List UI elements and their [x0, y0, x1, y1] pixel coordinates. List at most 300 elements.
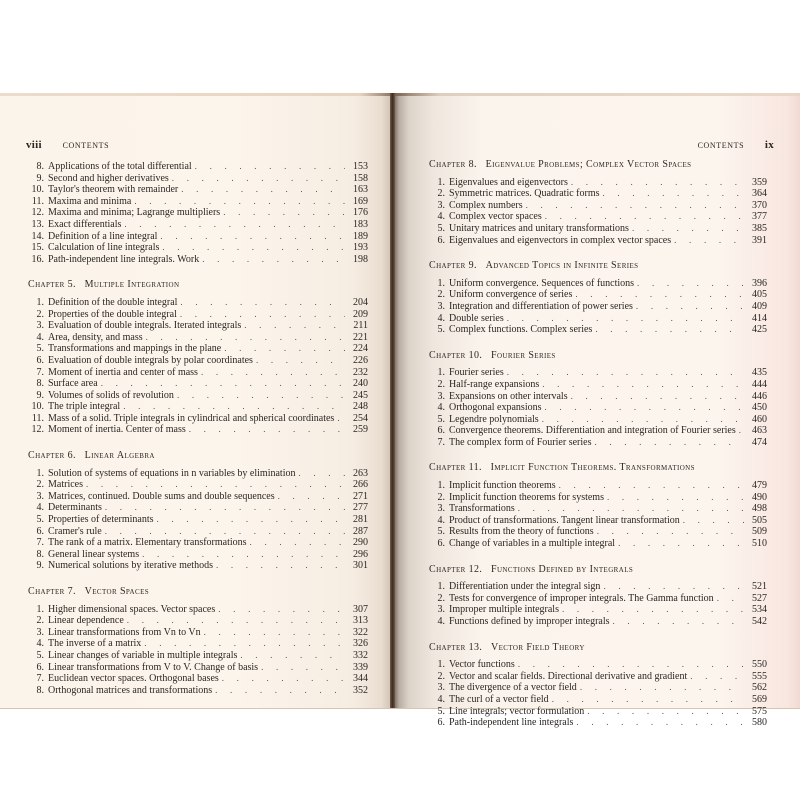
section-number: 9.: [36, 389, 44, 401]
running-head-title: CONTENTS: [62, 141, 110, 150]
page-ref: 221: [353, 331, 368, 343]
toc-entry-list: [429, 581, 767, 627]
chapter-section: [28, 279, 368, 436]
chapter-title: Implicit Function Theorems. Transformations: [490, 462, 695, 474]
dot-leader: [261, 662, 345, 674]
section-number: 3.: [36, 626, 44, 638]
section-number: 5.: [437, 413, 445, 425]
section-number: 2.: [437, 289, 445, 301]
page-ref: 211: [353, 320, 368, 332]
chapter-section: [429, 350, 767, 449]
toc-entry: [28, 219, 368, 231]
dot-leader: [580, 682, 744, 694]
section-number: 16.: [31, 253, 44, 265]
chapter-section: [28, 586, 368, 696]
section-number: 1.: [437, 367, 445, 379]
toc-entry: [28, 549, 368, 561]
section-number: 5.: [437, 222, 445, 234]
dot-leader: [278, 491, 345, 503]
dot-leader: [571, 391, 744, 403]
toc-entry: [28, 662, 368, 674]
section-number: 4.: [437, 312, 445, 324]
left-running-head: [26, 139, 109, 151]
dot-leader: [86, 479, 345, 491]
dot-leader: [218, 604, 345, 616]
section-number: 1.: [437, 659, 445, 671]
toc-entry: [28, 627, 368, 639]
section-number: 2.: [437, 188, 445, 200]
toc-entry: [28, 332, 368, 344]
section-number: 6.: [36, 354, 44, 366]
dot-leader: [181, 184, 345, 196]
chapter-title: Linear Algebra: [84, 450, 155, 462]
dot-leader: [240, 650, 345, 662]
section-number: 2.: [437, 592, 445, 604]
page-number: ix: [764, 139, 774, 151]
toc-entry: [28, 604, 368, 616]
section-title: Vector functions: [449, 659, 515, 671]
dot-leader: [545, 402, 745, 414]
dot-leader: [683, 515, 744, 527]
toc-entry: [429, 616, 767, 628]
page-ref: 290: [353, 537, 368, 549]
section-title: Transformations: [449, 503, 515, 515]
toc-right: [429, 159, 767, 743]
section-title: Area, density, and mass: [48, 331, 143, 343]
right-running-head: [698, 139, 774, 151]
toc-entry: [429, 313, 767, 325]
chapter-title: Vector Spaces: [84, 586, 150, 597]
dot-leader: [613, 616, 744, 628]
toc-entry: [28, 254, 368, 266]
page-ref: 277: [353, 502, 368, 514]
page-ref: 509: [752, 526, 767, 538]
section-number: 4.: [437, 402, 445, 414]
toc-entry: [28, 355, 368, 367]
section-title: Implicit function theorems for systems: [449, 491, 604, 503]
dot-leader: [223, 207, 345, 219]
toc-entry-list: [429, 177, 767, 247]
section-title: Mass of a solid. Triple integrals in cylindrical and spherical coordinates: [48, 412, 335, 424]
left-page: [0, 93, 393, 709]
chapter-label: Chapter 13.: [429, 641, 483, 653]
section-number: 7.: [36, 673, 44, 685]
page-ref: 266: [353, 479, 368, 491]
dot-leader: [177, 390, 345, 402]
section-title: Tests for convergence of improper integrals. The Gamma function: [449, 592, 714, 604]
toc-entry-list: [28, 161, 368, 265]
page-ref: 313: [353, 615, 368, 627]
toc-entry: [28, 309, 368, 321]
book-spread: [0, 93, 800, 729]
dot-leader: [144, 638, 345, 650]
toc-entry: [28, 297, 368, 309]
section-title: Expansions on other intervals: [449, 390, 568, 402]
page-ref: 479: [752, 480, 767, 492]
dot-leader: [518, 659, 744, 671]
page-ref: 163: [353, 184, 368, 196]
dot-leader: [603, 581, 744, 593]
dot-leader: [542, 379, 744, 391]
section-title: Linear transformations from V to V. Change of basis: [48, 661, 259, 673]
toc-entry: [429, 414, 767, 426]
page-ref: 474: [752, 436, 767, 448]
chapter-heading: [429, 260, 767, 272]
page-ref: 542: [752, 616, 767, 627]
toc-entry: [28, 685, 368, 697]
toc-entry: [429, 211, 767, 223]
dot-leader: [594, 437, 744, 449]
dot-leader: [146, 332, 345, 344]
section-title: Path-independent line integrals. Work: [48, 253, 200, 265]
dot-leader: [162, 242, 345, 254]
section-number: 13.: [31, 218, 44, 230]
section-title: Properties of determinants: [48, 514, 154, 526]
section-number: 1.: [36, 296, 44, 308]
toc-entry-list: [429, 659, 767, 729]
section-number: 14.: [31, 230, 44, 242]
toc-entry: [429, 402, 767, 414]
page-number: viii: [26, 139, 42, 151]
dot-leader: [552, 694, 744, 706]
dot-leader: [507, 313, 744, 325]
dot-leader: [180, 309, 345, 321]
section-title: The rank of a matrix. Elementary transformations: [48, 537, 247, 549]
chapter-section: [429, 260, 767, 336]
toc-entry: [429, 324, 767, 336]
dot-leader: [717, 593, 744, 605]
section-number: 3.: [437, 390, 445, 402]
dot-leader: [603, 188, 744, 200]
chapter-heading: [28, 279, 368, 291]
toc-entry: [28, 184, 368, 196]
toc-entry: [429, 694, 767, 706]
toc-entry: [28, 424, 368, 436]
page-ref: 287: [353, 525, 368, 537]
toc-entry: [28, 320, 368, 332]
page-ref: 271: [353, 490, 368, 502]
section-number: 4.: [36, 638, 44, 650]
section-title: Definition of a line integral: [48, 230, 158, 242]
section-title: Results from the theory of functions: [449, 526, 594, 538]
chapter-title: Advanced Topics in Infinite Series: [485, 260, 639, 272]
chapter-section: [429, 462, 767, 549]
right-page: [393, 93, 800, 729]
toc-entry: [28, 367, 368, 379]
section-number: 12.: [31, 207, 44, 219]
section-title: Linear dependence: [48, 615, 124, 627]
section-title: Definition of the double integral: [48, 296, 178, 308]
page-ref: 444: [752, 378, 767, 390]
page-ref: 322: [353, 626, 368, 638]
section-number: 15.: [31, 242, 44, 254]
dot-leader: [215, 685, 345, 697]
toc-entry-list: [28, 604, 368, 697]
section-title: Convergence theorems. Differentiation and integration of Fourier series: [449, 425, 736, 437]
page-ref: 224: [353, 343, 368, 355]
page-ref: 158: [353, 172, 368, 184]
toc-entry: [429, 235, 767, 247]
section-number: 4.: [437, 693, 445, 705]
section-title: Determinants: [48, 502, 102, 514]
toc-entry: [429, 503, 767, 515]
page-ref: 307: [353, 603, 368, 615]
chapter-heading: [429, 564, 767, 576]
dot-leader: [222, 673, 345, 685]
page-ref: 281: [353, 514, 368, 526]
dot-leader: [189, 424, 345, 436]
dot-leader: [172, 173, 345, 185]
section-title: Higher dimensional spaces. Vector spaces: [48, 603, 216, 615]
toc-entry: [429, 706, 767, 718]
section-number: 2.: [437, 491, 445, 503]
dot-leader: [101, 378, 345, 390]
dot-leader: [105, 526, 345, 538]
toc-entry: [28, 401, 368, 413]
running-head-title: CONTENTS: [697, 141, 745, 150]
chapter-heading: [429, 159, 767, 171]
chapter-label: Chapter 5.: [28, 279, 76, 291]
section-title: Evaluation of double integrals. Iterated integrals: [48, 320, 242, 332]
section-title: Implicit function theorems: [449, 480, 556, 492]
section-number: 4.: [36, 331, 44, 343]
section-number: 3.: [437, 604, 445, 616]
section-number: 3.: [437, 300, 445, 312]
page-ref: 254: [353, 412, 368, 424]
dot-leader: [526, 200, 744, 212]
section-title: Matrices: [48, 479, 83, 491]
section-title: Maxima and minima: [48, 195, 132, 207]
page-ref: 263: [353, 467, 368, 479]
page-ref: 446: [752, 390, 767, 402]
dot-leader: [597, 526, 744, 538]
chapter-title: Vector Field Theory: [491, 641, 585, 653]
section-title: Symmetric matrices. Quadratic forms: [449, 188, 600, 200]
dot-leader: [576, 717, 744, 729]
toc-entry: [429, 538, 767, 550]
dot-leader: [636, 301, 744, 313]
section-number: 1.: [437, 581, 445, 593]
section-title: Fourier series: [449, 367, 504, 379]
dot-leader: [180, 297, 345, 309]
dot-leader: [124, 219, 345, 231]
section-title: Linear transformations from Vn to Vn: [48, 626, 201, 638]
page-ref: 414: [752, 312, 767, 324]
section-number: 5.: [36, 649, 44, 661]
dot-leader: [674, 235, 744, 247]
dot-leader: [607, 492, 744, 504]
section-title: Unitary matrices and unitary transformations: [449, 222, 629, 234]
toc-entry: [429, 188, 767, 200]
section-number: 4.: [437, 211, 445, 223]
section-title: Double series: [449, 312, 504, 324]
toc-entry: [28, 479, 368, 491]
dot-leader: [224, 343, 345, 355]
chapter-heading: [28, 586, 368, 598]
toc-entry: [429, 177, 767, 189]
toc-entry-list: [429, 480, 767, 550]
dot-leader: [298, 468, 345, 480]
page-ref: 193: [353, 242, 368, 254]
toc-chapters: [28, 279, 368, 696]
section-number: 8.: [36, 548, 44, 560]
section-number: 11.: [31, 195, 44, 207]
section-number: 2.: [437, 378, 445, 390]
toc-entry: [28, 378, 368, 390]
page-ref: 521: [752, 581, 767, 593]
toc-entry: [429, 391, 767, 403]
page-ref: 510: [752, 538, 767, 550]
section-number: 2.: [437, 670, 445, 682]
dot-leader: [545, 211, 744, 223]
section-title: Moment of inertia. Center of mass: [48, 424, 186, 436]
chapter-section: [429, 642, 767, 729]
page-ref: 240: [353, 378, 368, 390]
section-title: Change of variables in a multiple integral: [449, 538, 616, 550]
section-number: 4.: [437, 514, 445, 526]
section-title: Complex functions. Complex series: [449, 324, 593, 336]
toc-entry: [429, 437, 767, 449]
dot-leader: [256, 355, 345, 367]
page-ref: 569: [752, 693, 767, 705]
section-number: 3.: [36, 320, 44, 332]
toc-entry: [28, 514, 368, 526]
section-title: Properties of the double integral: [48, 308, 177, 320]
toc-entry-list: [429, 278, 767, 336]
page-ref: 450: [752, 402, 767, 414]
section-number: 11.: [31, 412, 44, 424]
dot-leader: [507, 367, 744, 379]
toc-entry: [429, 581, 767, 593]
section-number: 5.: [36, 343, 44, 355]
section-title: Eigenvalues and eigenvectors: [449, 176, 568, 188]
section-number: 10.: [31, 184, 44, 196]
dot-leader: [142, 549, 345, 561]
dot-leader: [559, 480, 744, 492]
section-number: 5.: [437, 526, 445, 538]
toc-entry: [429, 200, 767, 212]
book-spine: [390, 93, 395, 708]
toc-entry: [28, 390, 368, 402]
chapter-heading: [429, 642, 767, 654]
page-ref: 385: [752, 222, 767, 234]
section-title: The triple integral: [48, 401, 121, 413]
dot-leader: [571, 177, 744, 189]
section-title: The inverse of a matrix: [48, 638, 142, 650]
page-ref: 555: [752, 670, 767, 682]
section-title: Product of transformations. Tangent linear transformation: [449, 514, 680, 526]
section-number: 1.: [437, 480, 445, 492]
dot-leader: [739, 425, 744, 437]
section-title: Differentiation under the integral sign: [449, 581, 601, 593]
section-number: 2.: [36, 308, 44, 320]
section-number: 8.: [36, 684, 44, 696]
page-ref: 460: [752, 413, 767, 425]
toc-entry: [429, 526, 767, 538]
toc-left: [28, 161, 368, 710]
toc-entry: [28, 650, 368, 662]
dot-leader: [134, 196, 345, 208]
page-top-edge: [0, 93, 800, 96]
toc-entry: [28, 161, 368, 173]
toc-continued-section: [28, 161, 368, 265]
section-title: Applications of the total differential: [48, 161, 192, 172]
dot-leader: [157, 514, 345, 526]
page-ref: 498: [752, 503, 767, 515]
section-number: 9.: [36, 172, 44, 184]
section-title: Uniform convergence of series: [449, 289, 573, 301]
page-ref: 245: [353, 389, 368, 401]
page-ref: 198: [353, 253, 368, 265]
section-number: 4.: [437, 616, 445, 627]
dot-leader: [562, 604, 744, 616]
page-ref: 259: [353, 424, 368, 436]
page-ref: 204: [353, 296, 368, 308]
section-title: Orthogonal matrices and transformations: [48, 684, 213, 696]
chapter-label: Chapter 7.: [28, 586, 76, 597]
toc-entry: [429, 659, 767, 671]
toc-entry: [429, 289, 767, 301]
chapter-heading: [28, 450, 368, 462]
page-ref: 425: [752, 324, 767, 336]
section-title: Second and higher derivatives: [48, 172, 169, 184]
section-title: Evaluation of double integrals by polar coordinates: [48, 354, 253, 366]
section-number: 3.: [36, 490, 44, 502]
dot-leader: [244, 320, 345, 332]
chapter-heading: [429, 462, 767, 474]
section-number: 8.: [36, 378, 44, 390]
page-ref: 534: [752, 604, 767, 616]
dot-leader: [127, 615, 345, 627]
page-ref: 183: [353, 218, 368, 230]
chapter-title: Fourier Series: [491, 349, 556, 361]
page-ref: 377: [752, 211, 767, 223]
page-ref: 153: [353, 161, 368, 172]
section-number: 6.: [437, 234, 445, 246]
toc-entry: [28, 413, 368, 425]
section-number: 1.: [437, 176, 445, 188]
dot-leader: [618, 538, 744, 550]
section-title: Half-range expansions: [449, 378, 540, 390]
toc-entry: [429, 379, 767, 391]
toc-entry: [429, 717, 767, 729]
chapter-label: Chapter 8.: [429, 159, 477, 170]
toc-entry: [429, 671, 767, 683]
page-ref: 301: [353, 560, 368, 572]
section-number: 5.: [437, 324, 445, 336]
section-title: Functions defined by improper integrals: [449, 616, 610, 627]
chapter-heading: [429, 350, 767, 362]
section-number: 6.: [437, 717, 445, 729]
toc-entry: [429, 278, 767, 290]
page-ref: 580: [752, 717, 767, 729]
section-title: Complex vector spaces: [449, 211, 542, 223]
section-title: Numerical solutions by iterative methods: [48, 560, 213, 572]
section-title: The divergence of a vector field: [449, 682, 577, 694]
chapter-title: Multiple Integration: [84, 279, 180, 291]
chapter-label: Chapter 9.: [429, 260, 477, 272]
toc-entry: [429, 367, 767, 379]
page-ref: 359: [752, 176, 767, 188]
chapter-section: [429, 564, 767, 628]
section-number: 2.: [36, 615, 44, 627]
section-number: 5.: [36, 514, 44, 526]
section-number: 1.: [36, 603, 44, 615]
section-title: Volumes of solids of revolution: [48, 389, 174, 401]
page-ref: 326: [353, 638, 368, 650]
section-title: Exact differentials: [48, 218, 122, 230]
toc-entry: [429, 604, 767, 616]
